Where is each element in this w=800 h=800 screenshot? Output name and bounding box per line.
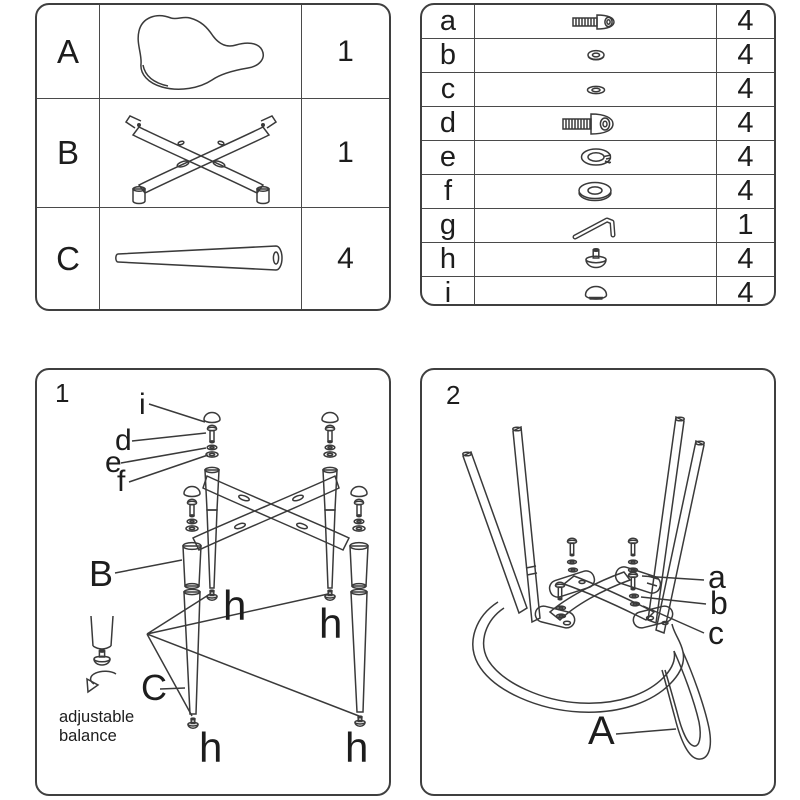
hardware-drawing-cell [474, 72, 717, 106]
hardware-drawing-cell [474, 174, 717, 208]
hardware-qty: 4 [717, 106, 774, 140]
step1-number: 1 [55, 378, 70, 408]
hardware-drawing-cell [474, 38, 717, 72]
callout-c: c [708, 615, 724, 651]
dome-cap-icon [582, 285, 610, 302]
hardware-label: h [422, 242, 474, 276]
allen-key-icon [567, 211, 625, 241]
callout-i: i [139, 388, 146, 421]
hardware-qty: 4 [717, 72, 774, 106]
hardware-qty: 4 [717, 174, 774, 208]
cap-nut-icon [583, 48, 609, 63]
callout-h: h [223, 582, 247, 629]
hardware-label: i [422, 276, 474, 306]
lock-washer-icon [575, 144, 617, 171]
callout-a: a [708, 559, 726, 595]
parts-table-panel [35, 3, 391, 311]
part-label: A [56, 32, 79, 70]
step2-panel [420, 368, 776, 796]
callout-h: h [199, 724, 223, 771]
callout-d: d [115, 424, 132, 457]
chair-leg-icon [106, 242, 296, 276]
hardware-drawing-cell [474, 5, 717, 38]
part-label: C [37, 207, 99, 309]
hardware-label: b [422, 38, 474, 72]
hardware-label: f [422, 174, 474, 208]
callout-h: h [345, 724, 369, 771]
hardware-qty: 4 [737, 5, 754, 37]
hardware-label: a [439, 5, 457, 37]
part-drawing-cell [99, 5, 302, 98]
hardware-qty: 4 [717, 276, 774, 306]
short-bolt-icon [565, 10, 627, 34]
seat-shell-icon [116, 9, 286, 95]
part-label: B [37, 98, 99, 207]
hardware-drawing-cell [474, 276, 717, 306]
small-washer-icon [583, 84, 609, 96]
hardware-label: d [422, 106, 474, 140]
part-drawing-cell [99, 207, 302, 309]
part-qty: 4 [302, 207, 389, 309]
step2-diagram [422, 370, 774, 794]
hardware-drawing-cell [474, 242, 717, 276]
cross-base-icon [111, 101, 291, 205]
long-bolt-icon [557, 110, 635, 138]
callout-A: A [588, 709, 615, 753]
parts-table [37, 5, 389, 309]
hardware-table [422, 5, 774, 304]
step1-diagram [37, 370, 389, 794]
note-balance: balance [59, 727, 117, 745]
callout-h: h [319, 600, 343, 647]
hardware-drawing-cell [474, 140, 717, 174]
callout-C: C [141, 667, 167, 708]
hardware-label: e [422, 140, 474, 174]
callout-e: e [105, 446, 122, 479]
hardware-qty: 4 [717, 242, 774, 276]
hardware-qty: 1 [717, 208, 774, 242]
callout-f: f [117, 465, 126, 498]
step2-number: 2 [446, 380, 461, 410]
hardware-label: g [422, 208, 474, 242]
callout-B: B [89, 553, 114, 594]
foot-glide-icon [583, 247, 609, 273]
flat-washer-icon [573, 179, 619, 205]
hardware-drawing-cell [474, 208, 717, 242]
note-adjustable: adjustable [59, 708, 135, 726]
part-qty: 1 [302, 98, 389, 207]
callout-b: b [710, 585, 728, 621]
hardware-drawing-cell [474, 106, 717, 140]
part-qty: 1 [337, 34, 354, 68]
hardware-qty: 4 [717, 140, 774, 174]
step1-panel [35, 368, 391, 796]
hardware-label: c [422, 72, 474, 106]
hardware-qty: 4 [717, 38, 774, 72]
hardware-table-panel [420, 3, 776, 306]
part-drawing-cell [99, 98, 302, 207]
